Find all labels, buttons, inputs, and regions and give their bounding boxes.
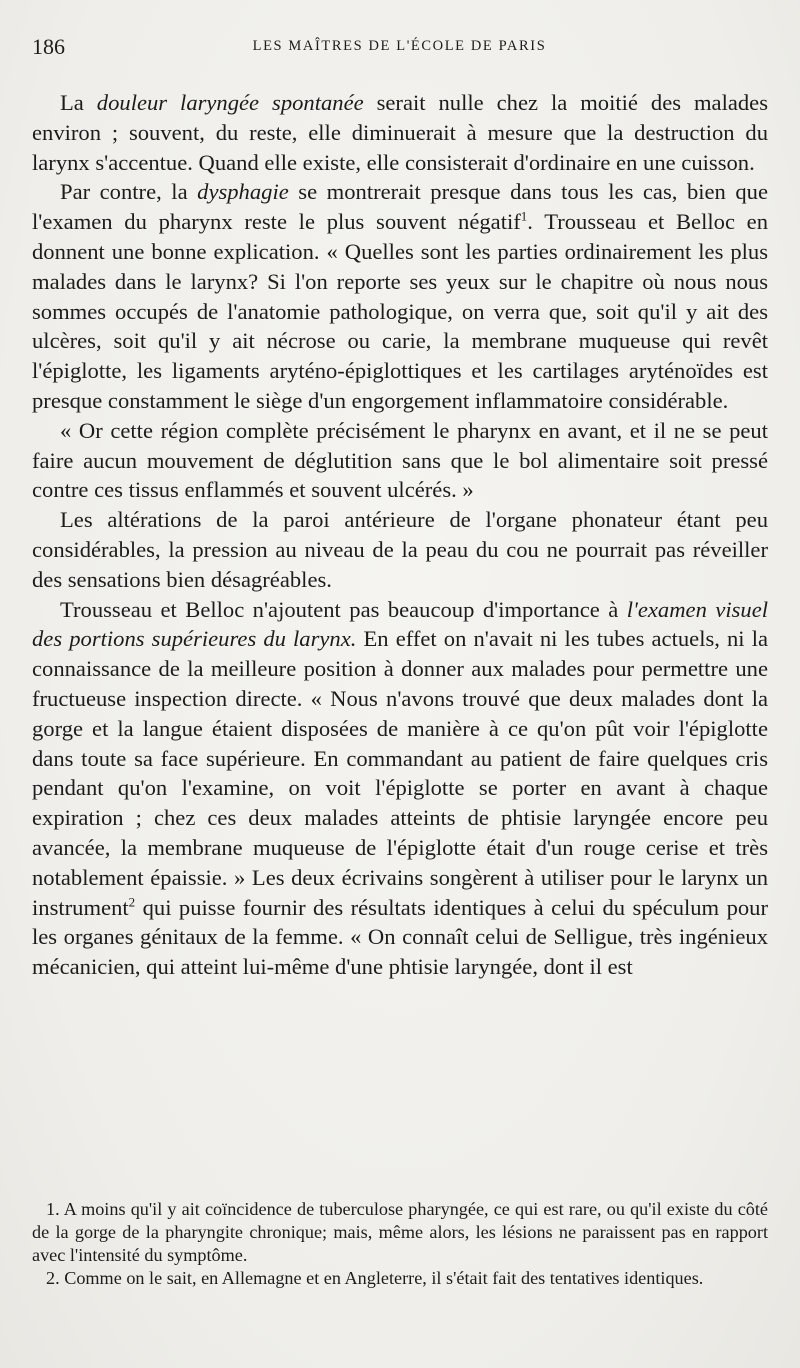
paragraph: Trousseau et Belloc n'ajoutent pas beaucoup d'importance à l'examen visuel des portions supérieures du larynx. En effet on n'avait ni les tubes actuels, ni la connaissance de la meilleure position à donner aux malades pour permettre une fructueuse inspection directe. « Nous n'avons trouvé que deux malades dont la gorge et la langue étaient disposées de manière à ce qu'on pût voir l'épiglotte dans toute sa face supérieure. En commandant au patient de faire quelques cris pendant qu'on l'examine, on voit l'épiglotte se porter en avant à chaque expiration ; chez ces deux malades atteints de phtisie laryngée encore peu avancée, la membrane muqueuse de l'épiglotte était d'un rouge cerise et très notablement épaissie. » Les deux écrivains songèrent à utiliser pour le larynx un instrument$^2$ qui puisse fournir des résultats identiques à celui du spéculum pour les organes génitaux de la femme. « On connaît celui de Selligue, très ingénieux mécanicien, qui atteint lui-même d'une phtisie laryngée, dont il est (32, 596, 769, 980)
footnotes (32, 1198, 768, 1290)
footnote: 2. Comme on le sait, en Allemagne et en Angleterre, il s'était fait des tentatives identiques. (46, 1268, 704, 1288)
running-title: LES MAÎTRES DE L'ÉCOLE DE PARIS (252, 38, 547, 54)
page-header (32, 34, 767, 68)
emphasis: douleur laryngée spontanée (96, 90, 364, 115)
body-text (32, 88, 768, 982)
page-number: 186 (32, 34, 65, 59)
paragraph: La douleur laryngée spontanée serait nulle chez la moitié des malades environ ; souvent, du reste, elle diminuerait à mesure que la destruction du larynx s'accentue. Quand elle existe, elle consisterait d'ordinaire en une cuisson. (32, 90, 768, 175)
footnote: 1. A moins qu'il y ait coïncidence de tuberculose pharyngée, ce qui est rare, ou qu'il existe du côté de la gorge de la pharyngite chronique; mais, même alors, les lésions ne paraissent pas en rapport avec l'intensité du symptôme. (32, 1199, 768, 1265)
emphasis: l'examen visuel des portions supérieures du larynx. (32, 596, 769, 652)
paragraph: Les altérations de la paroi antérieure de l'organe phonateur étant peu considérables, la pression au niveau de la peau du cou ne pourrait pas réveiller des sensations bien désagréables. (32, 507, 768, 592)
paragraph: Par contre, la dysphagie se montrerait presque dans tous les cas, bien que l'examen du pharynx reste le plus souvent négatif$^1$. Trousseau et Belloc en donnent une bonne explication. « Quelles sont les parties ordinairement les plus malades dans le larynx? Si l'on reporte ses yeux sur le chapitre où nous nous sommes occupés de l'anatomie pathologique, on verra que, soit qu'il y ait des ulcères, soit qu'il y ait nécrose ou carie, la membrane muqueuse qui revêt l'épiglotte, les ligaments aryténo-épiglottiques et les cartilages aryténoïdes est presque constamment le siège d'un engorgement inflammatoire considérable. (32, 179, 768, 413)
footnote-ref: 2 (128, 893, 136, 909)
paragraph: « Or cette région complète précisément le pharynx en avant, et il ne se peut faire aucun mouvement de déglutition sans que le bol alimentaire soit pressé contre ces tissus enflammés et souvent ulcérés. » (32, 417, 768, 503)
footnote-ref: 1 (520, 208, 528, 224)
emphasis: dysphagie (197, 179, 289, 205)
